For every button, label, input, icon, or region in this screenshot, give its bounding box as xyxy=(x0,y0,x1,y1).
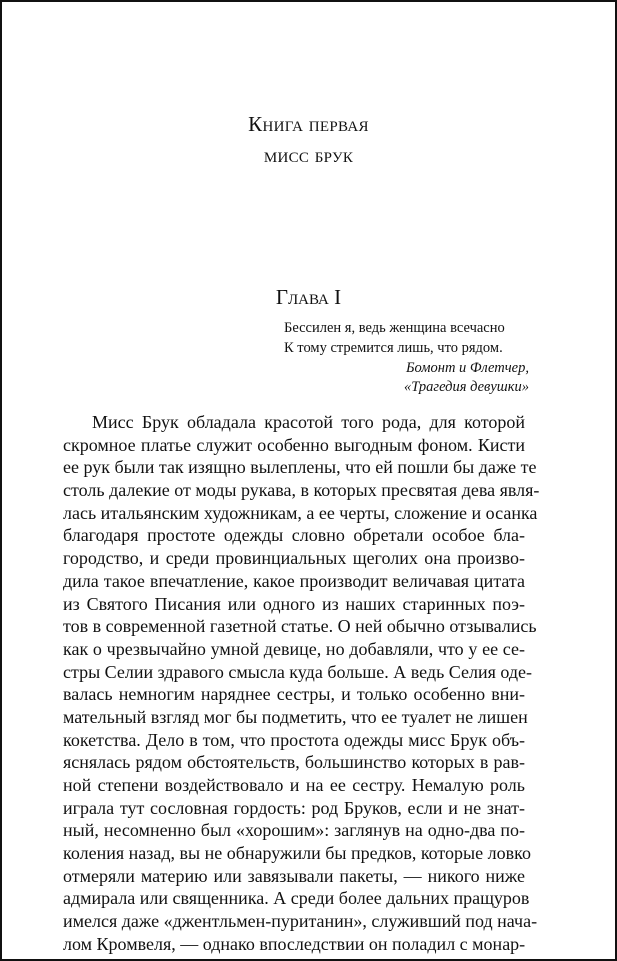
attribution-line: «Трагедия девушки» xyxy=(403,379,529,395)
text-line: благодаря простоте одежды словно обретали особое бла- xyxy=(63,525,525,546)
text-line: валась немногим наряднее сестры, и только особенно вни- xyxy=(63,684,525,705)
text-line: адмирала или священника. А среди более дальних пращуров xyxy=(63,888,530,909)
text-line: лом Кромвеля, — однако впоследствии он поладил с монар- xyxy=(63,933,526,954)
text-line: играла тут сословная гордость: род Бруков, если и не знат- xyxy=(63,797,525,818)
text-line: тов в современной газетной статье. О ней обычно отзывались xyxy=(63,616,537,637)
text-line: стры Селии здравого смысла куда больше. А ведь Селия оде- xyxy=(63,661,533,682)
text-line: как о чрезвычайно умной девице, но добавляли, что у ее се- xyxy=(63,638,525,659)
text-line: дила такое впечатление, какое производит величавая цитата xyxy=(63,570,525,591)
attribution-line: Бомонт и Флетчер, xyxy=(406,360,529,376)
text-line: скромное платье служит особенно выгодным фоном. Кисти xyxy=(63,434,525,455)
epigraph-attribution xyxy=(404,359,529,397)
text-line: ее рук были так изящно вылеплены, что ей пошли бы даже те xyxy=(63,457,537,478)
text-line: Мисс Брук обладала красотой того рода, для которой xyxy=(92,412,525,432)
book-subtitle: мисс брук xyxy=(263,143,354,167)
epigraph-line: Бессилен я, ведь женщина всечасно xyxy=(284,320,505,336)
text-line: имелся даже «джентльмен-пуританин», служивший под нача- xyxy=(63,911,538,932)
text-line: столь далекие от моды рукава, в которых пресвятая дева явля- xyxy=(63,480,540,501)
epigraph-line: К тому стремится лишь, что рядом. xyxy=(284,340,503,356)
text-line: отмеряли материю или завязывали пакеты, — никого ниже xyxy=(63,865,525,886)
text-line: из Святого Писания или одного из наших старинных поэ- xyxy=(63,593,525,614)
text-line: кокетства. Дело в том, что простота одежды мисс Брук объ- xyxy=(63,729,525,750)
text-line: коления назад, вы не обнаружили бы предков, которые ловко xyxy=(63,843,531,864)
body-text xyxy=(63,411,540,956)
text-line: городство, и среди провинциальных щеголих она произво- xyxy=(63,548,525,569)
text-line: яснялась рядом обстоятельств, большинство которых в рав- xyxy=(63,752,525,773)
text-line: лась итальянским художникам, а ее черты, сложение и осанка xyxy=(63,502,538,523)
epigraph xyxy=(284,318,544,358)
text-line: мательный взгляд мог бы подметить, что ее туалет не лишен xyxy=(63,706,528,727)
text-line: ный, несомненно был «хорошим»: заглянув на одно-два по- xyxy=(63,820,525,841)
chapter-title: Глава I xyxy=(275,285,342,309)
text-line: ной степени воздействовало и на ее сестру. Немалую роль xyxy=(63,775,525,795)
book-title: Книга первая xyxy=(248,112,369,136)
